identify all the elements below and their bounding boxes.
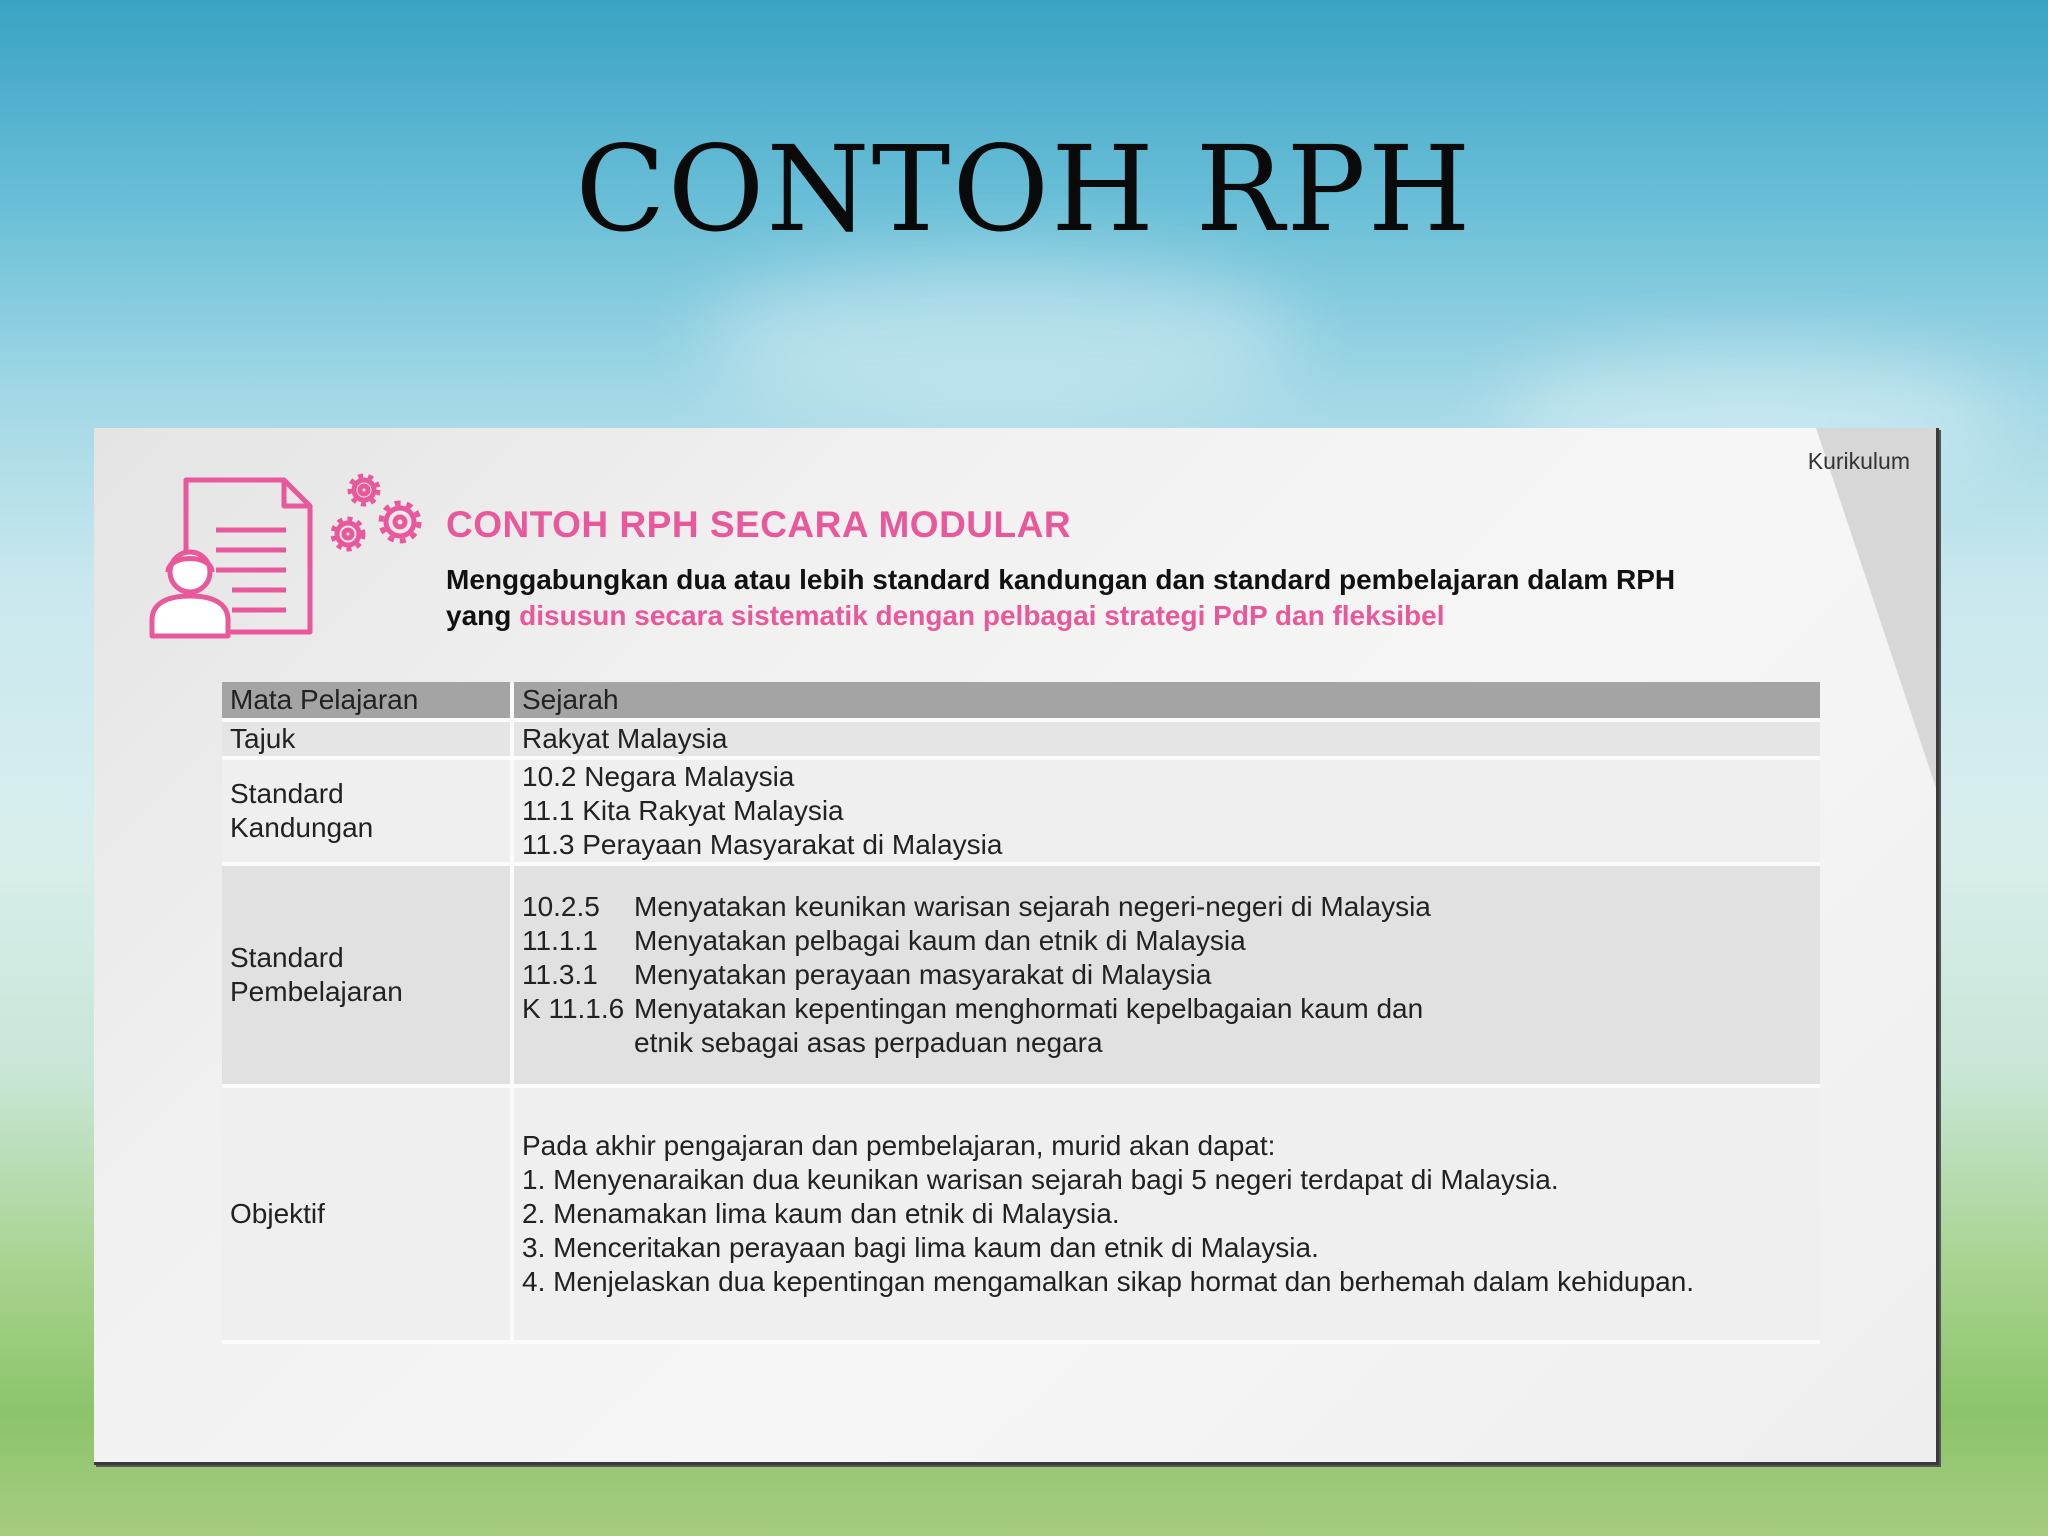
- corner-label: Kurikulum: [1807, 448, 1910, 474]
- tajuk-label: Tajuk: [222, 720, 512, 758]
- list-item: [522, 924, 1812, 958]
- sp-continuation: etnik sebagai asas perpaduan negara: [634, 1027, 1103, 1058]
- panel-description: [446, 562, 1746, 634]
- slide-title: CONTOH RPH: [575, 120, 1473, 258]
- list-item: 4. Menjelaskan dua kepentingan mengamalkan sikap hormat dan berhemah dalam kehidupan.: [522, 1266, 1695, 1297]
- sp-text: Menyatakan kepentingan menghormati kepelbagaian kaum dan: [634, 993, 1424, 1024]
- gears-icon: [328, 472, 424, 568]
- sk-label: [222, 758, 512, 864]
- sp-code: 10.2.5: [522, 891, 600, 922]
- list-item: 3. Menceritakan perayaan bagi lima kaum dan etnik di Malaysia.: [522, 1232, 1319, 1263]
- sp-code: 11.1.1: [522, 925, 598, 956]
- content-panel: [94, 428, 1939, 1465]
- header-value: Sejarah: [512, 682, 1820, 720]
- panel-heading: CONTOH RPH SECARA MODULAR: [446, 504, 1072, 545]
- list-item: 11.1 Kita Rakyat Malaysia: [522, 795, 844, 826]
- sp-value: [512, 864, 1820, 1086]
- sp-label-line1: Standard: [230, 942, 344, 973]
- sk-label-line1: Standard: [230, 778, 344, 809]
- sp-label-line2: Pembelajaran: [230, 976, 403, 1007]
- list-item: 10.2 Negara Malaysia: [522, 761, 795, 792]
- sp-text: Menyatakan keunikan warisan sejarah negeri-negeri di Malaysia: [634, 891, 1431, 922]
- table-row: [222, 720, 1820, 758]
- page-curl: [1816, 428, 1936, 788]
- description-text: Menggabungkan dua atau lebih standard kandungan dan standard pembelajaran dalam RPH yang: [446, 564, 1676, 631]
- sp-code: K 11.1.6: [522, 993, 625, 1024]
- sk-value: [512, 758, 1820, 864]
- tajuk-value: Rakyat Malaysia: [512, 720, 1820, 758]
- table-row: [222, 682, 1820, 720]
- sp-code: 11.3.1: [522, 959, 598, 990]
- list-item: [522, 958, 1812, 992]
- objektif-label: Objektif: [222, 1086, 512, 1342]
- table-row: [222, 1086, 1820, 1342]
- list-item: 11.3 Perayaan Masyarakat di Malaysia: [522, 829, 1003, 860]
- document-person-icon: [146, 472, 316, 642]
- sp-text: Menyatakan pelbagai kaum dan etnik di Malaysia: [634, 925, 1246, 956]
- description-highlight: disusun secara sistematik dengan pelbagai strategi PdP dan fleksibel: [519, 600, 1445, 631]
- table-row: [222, 758, 1820, 864]
- list-item: 2. Menamakan lima kaum dan etnik di Malaysia.: [522, 1198, 1120, 1229]
- list-item: [522, 890, 1812, 924]
- list-item: [522, 992, 1812, 1026]
- objektif-intro: Pada akhir pengajaran dan pembelajaran, murid akan dapat:: [522, 1130, 1276, 1161]
- objektif-value: [512, 1086, 1820, 1342]
- rph-table: [222, 682, 1820, 1344]
- sp-label: [222, 864, 512, 1086]
- list-item: 1. Menyenaraikan dua keunikan warisan sejarah bagi 5 negeri terdapat di Malaysia.: [522, 1164, 1559, 1195]
- sp-text: Menyatakan perayaan masyarakat di Malaysia: [634, 959, 1212, 990]
- header-label: Mata Pelajaran: [222, 682, 512, 720]
- sk-label-line2: Kandungan: [230, 812, 374, 843]
- table-row: [222, 864, 1820, 1086]
